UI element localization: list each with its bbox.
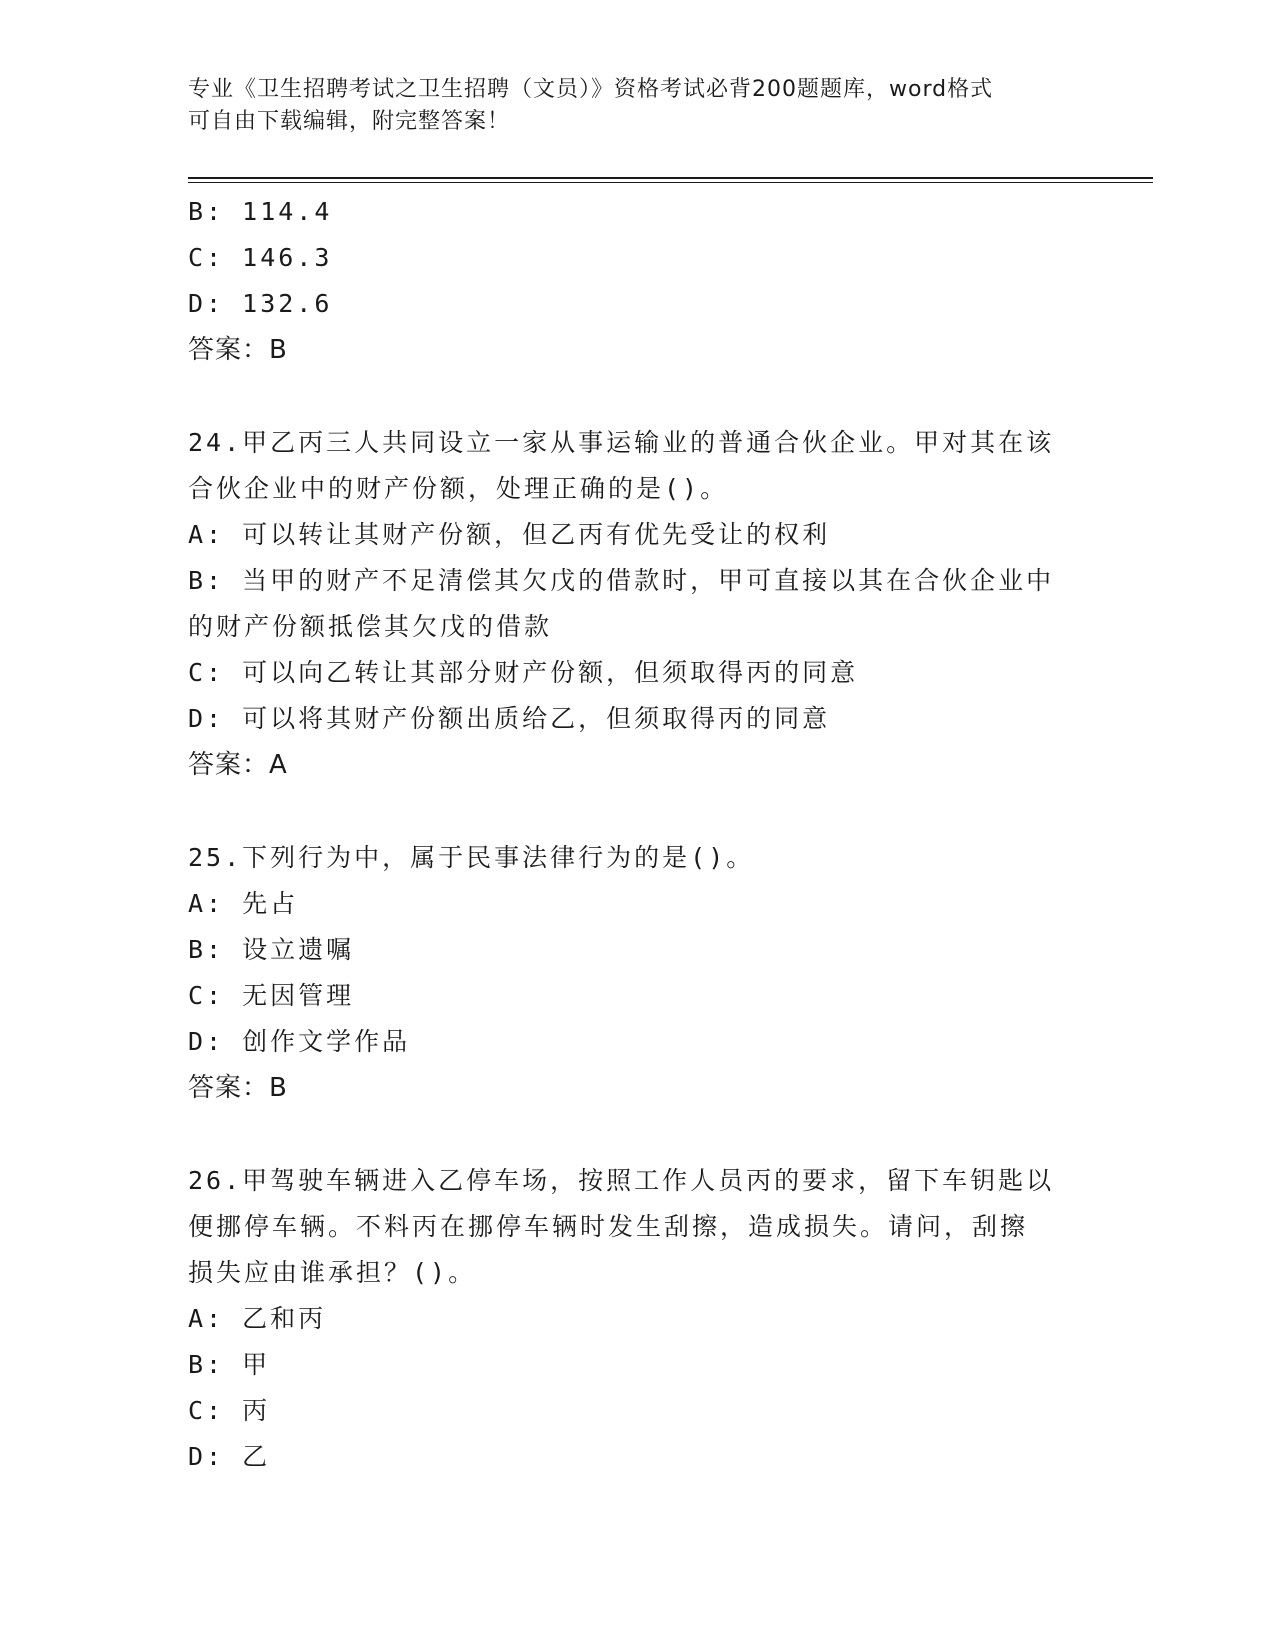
option-b: B: 当甲的财产不足清偿其欠戊的借款时，甲可直接以其在合伙企业中 — [188, 566, 1055, 595]
question-23 — [188, 189, 1088, 373]
option-b: B: 设立遗嘱 — [188, 935, 355, 964]
option-d: D: 132.6 — [188, 289, 333, 318]
option-c: C: 无因管理 — [188, 981, 355, 1010]
option-c: C: 可以向乙转让其部分财产份额，但须取得丙的同意 — [188, 658, 859, 687]
option-a: A: 乙和丙 — [188, 1304, 327, 1333]
header-divider-thin — [188, 182, 1153, 183]
question-stem-line: 便挪停车辆。不料丙在挪停车辆时发生刮擦，造成损失。请问，刮擦 — [188, 1212, 1029, 1241]
option-b-continued: 的财产份额抵偿其欠戊的借款 — [188, 612, 553, 641]
spacer — [188, 373, 1088, 420]
option-d: D: 创作文学作品 — [188, 1027, 411, 1056]
header-line-1: 专业《卫生招聘考试之卫生招聘（文员）》资格考试必背200题题库，word格式 — [188, 77, 994, 102]
answer: 答案：B — [188, 335, 288, 365]
header-divider-thick — [188, 177, 1153, 179]
option-c: C: 146.3 — [188, 243, 333, 272]
question-24 — [188, 420, 1088, 788]
option-a: A: 先占 — [188, 889, 299, 918]
option-d: D: 乙 — [188, 1442, 271, 1471]
question-26 — [188, 1158, 1088, 1480]
spacer — [188, 1111, 1088, 1158]
answer: 答案：A — [188, 750, 288, 780]
option-c: C: 丙 — [188, 1396, 271, 1425]
option-a: A: 可以转让其财产份额，但乙丙有优先受让的权利 — [188, 520, 831, 549]
question-stem-line: 24.甲乙丙三人共同设立一家从事运输业的普通合伙企业。甲对其在该 — [188, 428, 1055, 457]
header-line-2: 可自由下载编辑，附完整答案！ — [188, 109, 511, 134]
question-stem-line: 26.甲驾驶车辆进入乙停车场，按照工作人员丙的要求，留下车钥匙以 — [188, 1166, 1055, 1195]
question-stem-line: 合伙企业中的财产份额，处理正确的是()。 — [188, 474, 729, 503]
question-stem-line: 25.下列行为中，属于民事法律行为的是()。 — [188, 843, 755, 872]
question-stem-line: 损失应由谁承担？()。 — [188, 1258, 477, 1287]
document-header — [188, 74, 1088, 138]
option-b: B: 甲 — [188, 1350, 271, 1379]
question-25 — [188, 835, 1088, 1111]
answer: 答案：B — [188, 1073, 288, 1103]
option-b: B: 114.4 — [188, 197, 333, 226]
question-list — [188, 189, 1088, 1480]
option-d: D: 可以将其财产份额出质给乙，但须取得丙的同意 — [188, 704, 831, 733]
spacer — [188, 788, 1088, 835]
